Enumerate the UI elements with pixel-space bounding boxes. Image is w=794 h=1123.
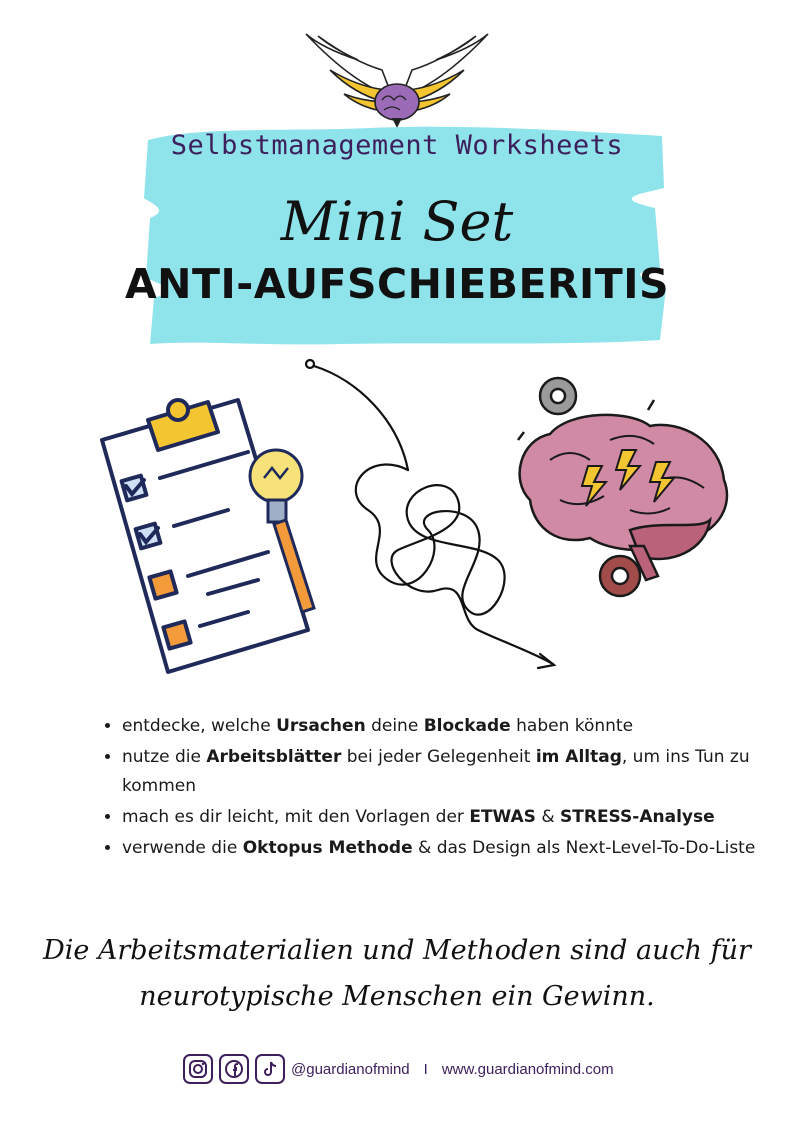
bullet-emphasis: im Alltag [535,747,622,767]
facebook-icon[interactable] [219,1054,249,1084]
bullet-emphasis: Blockade [423,716,511,736]
bullet-text: mach es dir leicht, mit den Vorlagen der [122,807,470,827]
footer [183,1052,614,1086]
bullet-text: haben könnte [510,716,634,736]
tagline [0,928,794,1020]
main-title: ANTI-AUFSCHIEBERITIS [124,260,670,308]
bullet-emphasis: Arbeitsblätter [206,747,342,767]
bullet-emphasis: Oktopus Methode [242,838,413,858]
bullet-text: & [535,807,561,827]
stressed-brain-illustration [510,370,740,610]
bullet-text: deine [365,716,424,736]
bullet-item [122,712,762,741]
bullet-text: entdecke, welche [122,716,277,736]
bullet-item [122,803,762,832]
subtitle: Selbstmanagement Worksheets [170,130,624,161]
bullet-text: verwende die [122,838,243,858]
bullet-emphasis: Ursachen [276,716,366,736]
bullet-item [122,743,762,801]
tagline-line-2: neurotypische Menschen ein Gewinn. [139,981,655,1012]
bullet-text: , um ins Tun zu kommen [122,747,750,796]
instagram-icon[interactable] [183,1054,213,1084]
bullet-text: & das Design als Next-Level-To-Do-Liste [412,838,756,858]
social-handle[interactable]: @guardianofmind [291,1060,410,1078]
script-title: Mini Set [280,190,514,253]
feature-bullet-list [100,712,762,865]
website-link[interactable]: www.guardianofmind.com [441,1060,614,1078]
bullet-item [122,834,762,863]
bullet-text: nutze die [122,747,207,767]
tiktok-icon[interactable] [255,1054,285,1084]
bullet-emphasis: STRESS-Analyse [560,807,715,827]
bullet-emphasis: ETWAS [469,807,536,827]
footer-separator: I [423,1060,428,1078]
bullet-text: bei jeder Gelegenheit [341,747,536,767]
tagline-line-1: Die Arbeitsmaterialien und Methoden sind auch für [43,935,751,966]
